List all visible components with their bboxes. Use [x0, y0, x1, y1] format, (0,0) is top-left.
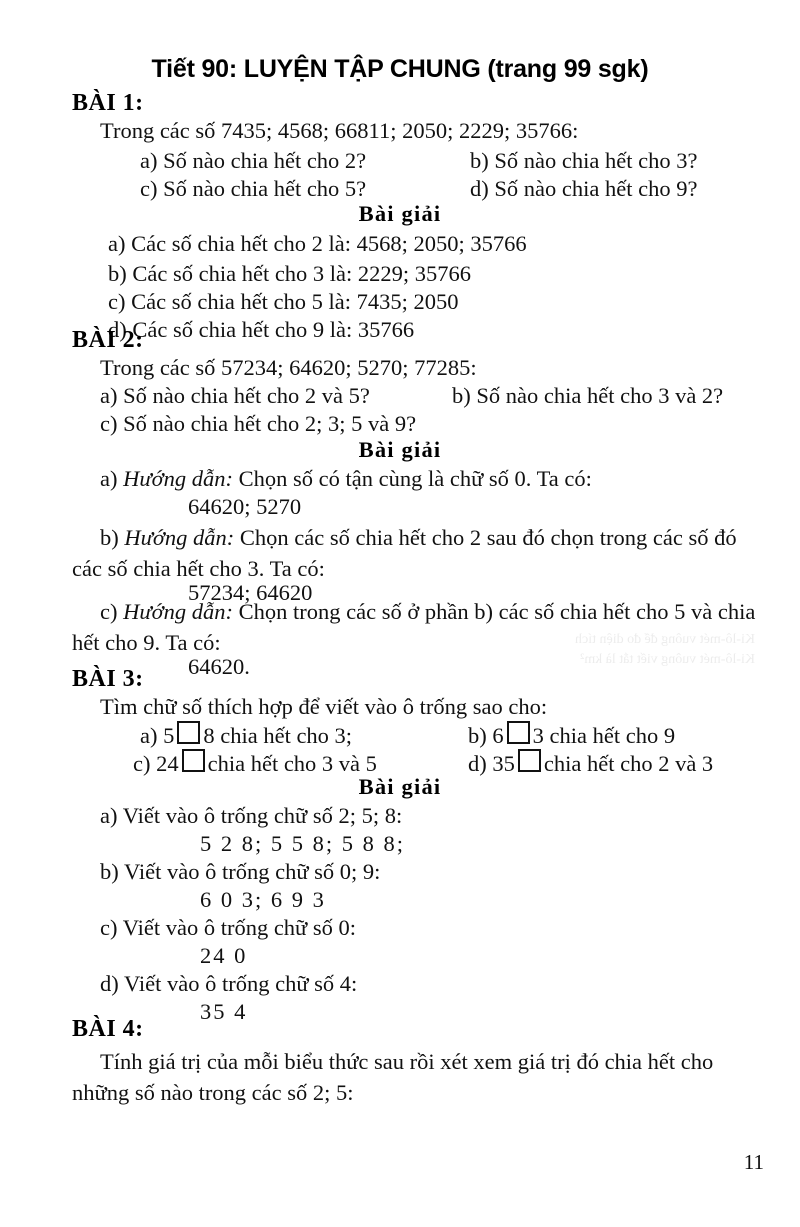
- solution-marker: b): [100, 525, 119, 550]
- exercise-2-heading: BÀI 2:: [72, 327, 144, 353]
- question-prefix: d) 35: [468, 751, 515, 776]
- exercise-3-question-a: [140, 721, 352, 749]
- blank-box-icon: [507, 721, 530, 744]
- exercise-2-prompt: Trong các số 57234; 64620; 5270; 77285:: [100, 355, 477, 380]
- question-prefix: b) 6: [468, 723, 504, 748]
- solution-marker: c): [100, 599, 118, 624]
- solution-text: Chọn số có tận cùng là chữ số 0. Ta có:: [238, 466, 592, 491]
- exercise-3-prompt: Tìm chữ số thích hợp để viết vào ô trống sao cho:: [100, 694, 548, 719]
- page-number: 11: [743, 1150, 764, 1174]
- question-prefix: c) 24: [133, 751, 179, 776]
- exercise-2-solution-b: [72, 522, 772, 584]
- hint-label: Hướng dẫn:: [124, 525, 235, 550]
- exercise-1-solution-d: d) Các số chia hết cho 9 là: 35766: [108, 317, 415, 342]
- exercise-1-prompt: Trong các số 7435; 4568; 66811; 2050; 2229; 35766:: [100, 118, 579, 143]
- exercise-4-heading: BÀI 4:: [72, 1016, 144, 1042]
- exercise-3-solution-a: a) Viết vào ô trống chữ số 2; 5; 8:: [100, 803, 403, 828]
- exercise-3-question-c: [133, 749, 377, 777]
- exercise-1-heading: BÀI 1:: [72, 90, 144, 116]
- question-suffix: chia hết cho 3 và 5: [207, 751, 377, 776]
- exercise-2-answer-b: 57234; 64620: [188, 580, 313, 605]
- exercise-2-solution-a: [100, 466, 592, 492]
- scan-bleed-artifact: Ki-lô-mét vuông để đo diện tích Ki-lô-mét vuông viết tắt là km²: [574, 632, 755, 667]
- question-suffix: chia hết cho 2 và 3: [543, 751, 714, 776]
- exercise-3-solution-heading: Bài giải: [358, 774, 442, 799]
- exercise-2-question-c: c) Số nào chia hết cho 2; 3; 5 và 9?: [100, 411, 417, 436]
- exercise-1-solution-heading: Bài giải: [358, 201, 442, 226]
- exercise-3-answer-c: 24 0: [200, 943, 248, 968]
- solution-text: Chọn trong các số ở phần b) các số chia hết cho 5 và chia hết cho 9. Ta có:: [72, 599, 756, 655]
- exercise-2-solution-heading: Bài giải: [358, 437, 442, 462]
- question-suffix: 8 chia hết cho 3;: [203, 723, 353, 748]
- exercise-4-prompt: Tính giá trị của mỗi biểu thức sau rồi xét xem giá trị đó chia hết cho những số nào trong các số 2; 5:: [72, 1049, 714, 1105]
- exercise-3-solution-b: b) Viết vào ô trống chữ số 0; 9:: [100, 859, 381, 884]
- hint-label: Hướng dẫn:: [123, 466, 234, 491]
- exercise-3-answer-b: 6 0 3; 6 9 3: [200, 887, 326, 912]
- exercise-3-heading: BÀI 3:: [72, 666, 144, 692]
- exercise-1-question-a: a) Số nào chia hết cho 2?: [140, 148, 367, 173]
- exercise-1-question-c: c) Số nào chia hết cho 5?: [140, 176, 367, 201]
- solution-text: Chọn các số chia hết cho 2 sau đó chọn trong các số đó các số chia hết cho 3. Ta có:: [72, 525, 737, 581]
- blank-box-icon: [518, 749, 541, 772]
- exercise-1-solution-c: c) Các số chia hết cho 5 là: 7435; 2050: [108, 289, 459, 314]
- exercise-1-question-b: b) Số nào chia hết cho 3?: [470, 148, 698, 173]
- blank-box-icon: [182, 749, 205, 772]
- exercise-2-question-b: b) Số nào chia hết cho 3 và 2?: [452, 383, 724, 408]
- exercise-2-question-a: a) Số nào chia hết cho 2 và 5?: [100, 383, 370, 408]
- question-suffix: 3 chia hết cho 9: [532, 723, 676, 748]
- exercise-3-solution-c: c) Viết vào ô trống chữ số 0:: [100, 915, 357, 940]
- exercise-3-question-b: [468, 721, 675, 749]
- page-title: Tiết 90: LUYỆN TẬP CHUNG (trang 99 sgk): [151, 55, 649, 83]
- solution-marker: a): [100, 466, 118, 491]
- exercise-2-solution-c: [72, 596, 772, 658]
- exercise-1-solution-a: a) Các số chia hết cho 2 là: 4568; 2050; 35766: [108, 231, 527, 256]
- exercise-1-question-d: d) Số nào chia hết cho 9?: [470, 176, 698, 201]
- exercise-3-solution-d: d) Viết vào ô trống chữ số 4:: [100, 971, 358, 996]
- question-prefix: a) 5: [140, 723, 175, 748]
- exercise-3-answer-a: 5 2 8; 5 5 8; 5 8 8;: [200, 831, 406, 856]
- blank-box-icon: [177, 721, 200, 744]
- exercise-2-answer-a: 64620; 5270: [188, 494, 302, 519]
- exercise-3-question-d: [468, 749, 713, 777]
- hint-label: Hướng dẫn:: [123, 599, 234, 624]
- exercise-1-solution-b: b) Các số chia hết cho 3 là: 2229; 35766: [108, 261, 472, 286]
- exercise-2-answer-c: 64620.: [188, 654, 250, 679]
- exercise-3-answer-d: 35 4: [200, 999, 248, 1024]
